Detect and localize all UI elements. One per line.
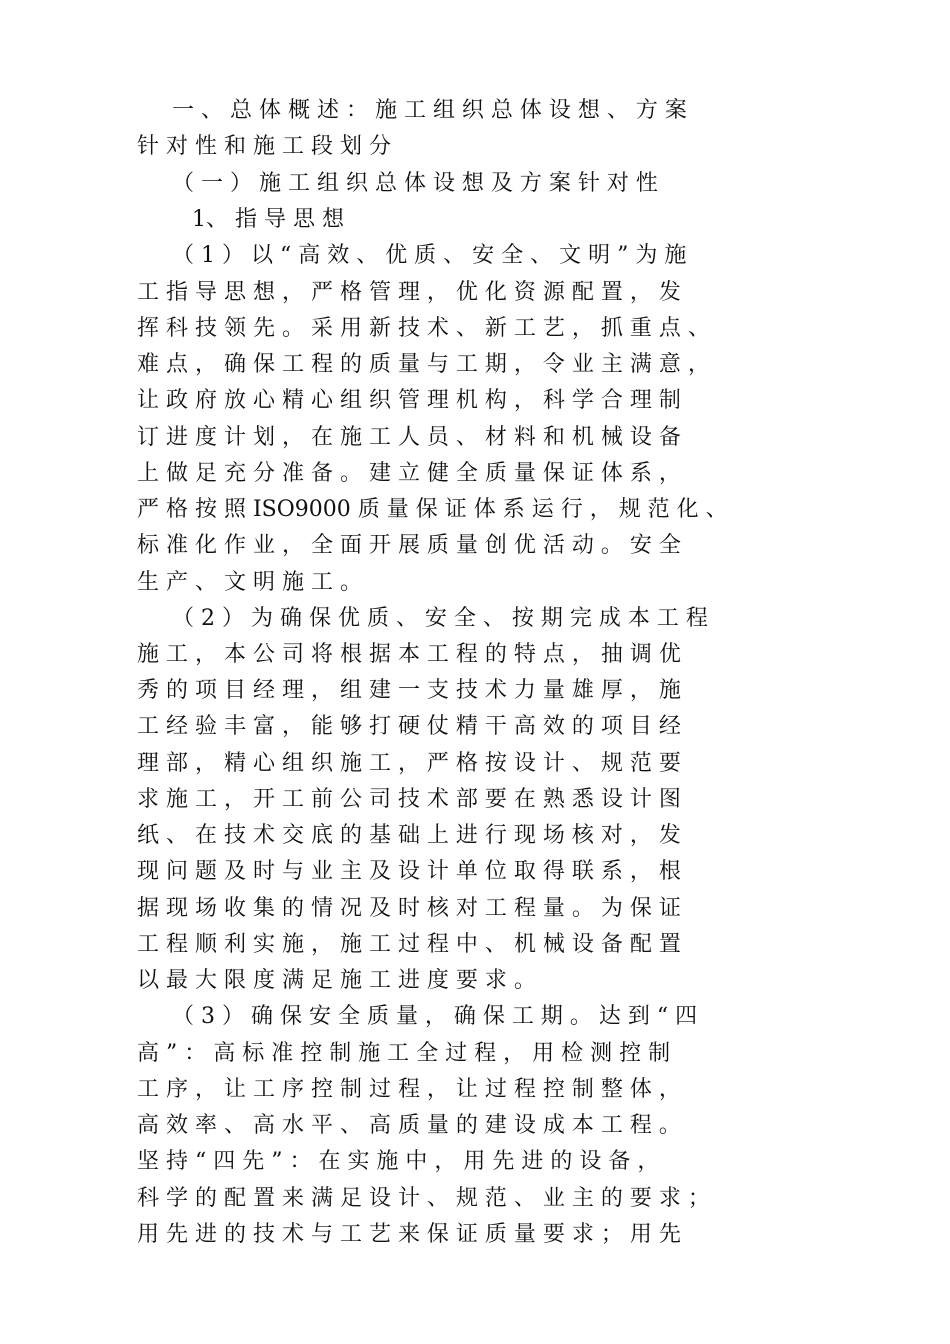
- paragraph-line: 工 经 验 丰 富 ， 能 够 打 硬 仗 精 干 高 效 的 项 目 经: [137, 714, 681, 739]
- paragraph-line: 理 部 ， 精 心 组 织 施 工 ， 严 格 按 设 计 、 规 范 要: [137, 751, 681, 776]
- item-heading: 1、 指 导 思 想: [192, 207, 344, 232]
- paragraph-line: 用 先 进 的 技 术 与 工 艺 来 保 证 质 量 要 求 ； 用 先: [137, 1222, 681, 1247]
- paragraph-line: （ 2 ） 为 确 保 优 质 、 安 全 、 按 期 完 成 本 工 程: [172, 606, 708, 631]
- paragraph-line: 订 进 度 计 划 ， 在 施 工 人 员 、 材 料 和 机 械 设 备: [137, 425, 681, 450]
- paragraph-line: 挥 科 技 领 先 。 采 用 新 技 术 、 新 工 艺 ， 抓 重 点 、: [137, 316, 710, 341]
- paragraph-line: 高 ” ： 高 标 准 控 制 施 工 全 过 程 ， 用 检 测 控 制: [137, 1041, 671, 1066]
- paragraph-line: 纸 、 在 技 术 交 底 的 基 础 上 进 行 现 场 核 对 ， 发: [137, 823, 681, 848]
- paragraph-line: 难 点 ， 确 保 工 程 的 质 量 与 工 期 ， 令 业 主 满 意 ，: [137, 352, 710, 377]
- paragraph-line: 工 序 ， 让 工 序 控 制 过 程 ， 让 过 程 控 制 整 体 ，: [137, 1077, 681, 1102]
- paragraph-line: 生 产 、 文 明 施 工 。: [137, 570, 362, 595]
- paragraph-line: 让 政 府 放 心 精 心 组 织 管 理 机 构 ， 科 学 合 理 制: [137, 388, 681, 413]
- paragraph-line: 现 问 题 及 时 与 业 主 及 设 计 单 位 取 得 联 系 ， 根: [137, 859, 681, 884]
- paragraph-line: （ 3 ） 确 保 安 全 质 量 ， 确 保 工 期 。 达 到 “ 四: [172, 1004, 698, 1029]
- paragraph-line: 秀 的 项 目 经 理 ， 组 建 一 支 技 术 力 量 雄 厚 ， 施: [137, 678, 681, 703]
- paragraph-line: 以 最 大 限 度 满 足 施 工 进 度 要 求 。: [137, 968, 536, 993]
- paragraph-line: 工 程 顺 利 实 施 ， 施 工 过 程 中 、 机 械 设 备 配 置: [137, 932, 681, 957]
- paragraph-line: 上 做 足 充 分 准 备 。 建 立 健 全 质 量 保 证 体 系 ，: [137, 461, 681, 486]
- paragraph-line: （ 1 ） 以 “ 高 效 、 优 质 、 安 全 、 文 明 ” 为 施: [172, 243, 687, 268]
- paragraph-line: 施 工 ， 本 公 司 将 根 据 本 工 程 的 特 点 ， 抽 调 优: [137, 642, 681, 667]
- section-heading-continued: 针 对 性 和 施 工 段 划 分: [137, 134, 391, 159]
- paragraph-line: 科 学 的 配 置 来 满 足 设 计 、 规 范 、 业 主 的 要 求 ；: [137, 1186, 710, 1211]
- paragraph-line: 严 格 按 照 ISO9000 质 量 保 证 体 系 运 行 ， 规 范 化 、: [137, 497, 728, 522]
- paragraph-line: 工 指 导 思 想 ， 严 格 管 理 ， 优 化 资 源 配 置 ， 发: [137, 280, 681, 305]
- paragraph-line: 据 现 场 收 集 的 情 况 及 时 核 对 工 程 量 。 为 保 证: [137, 896, 681, 921]
- paragraph-line: 标 准 化 作 业 ， 全 面 开 展 质 量 创 优 活 动 。 安 全: [137, 533, 681, 558]
- section-heading: 一 、 总 体 概 述 ： 施 工 组 织 总 体 设 想 、 方 案: [172, 98, 687, 123]
- paragraph-line: 坚 持 “ 四 先 ” ： 在 实 施 中 ， 用 先 进 的 设 备 ，: [137, 1149, 660, 1174]
- paragraph-line: 高 效 率 、 高 水 平 、 高 质 量 的 建 设 成 本 工 程 。: [137, 1113, 681, 1138]
- subsection-heading: （ 一 ） 施 工 组 织 总 体 设 想 及 方 案 针 对 性: [172, 171, 658, 196]
- paragraph-line: 求 施 工 ， 开 工 前 公 司 技 术 部 要 在 熟 悉 设 计 图: [137, 787, 681, 812]
